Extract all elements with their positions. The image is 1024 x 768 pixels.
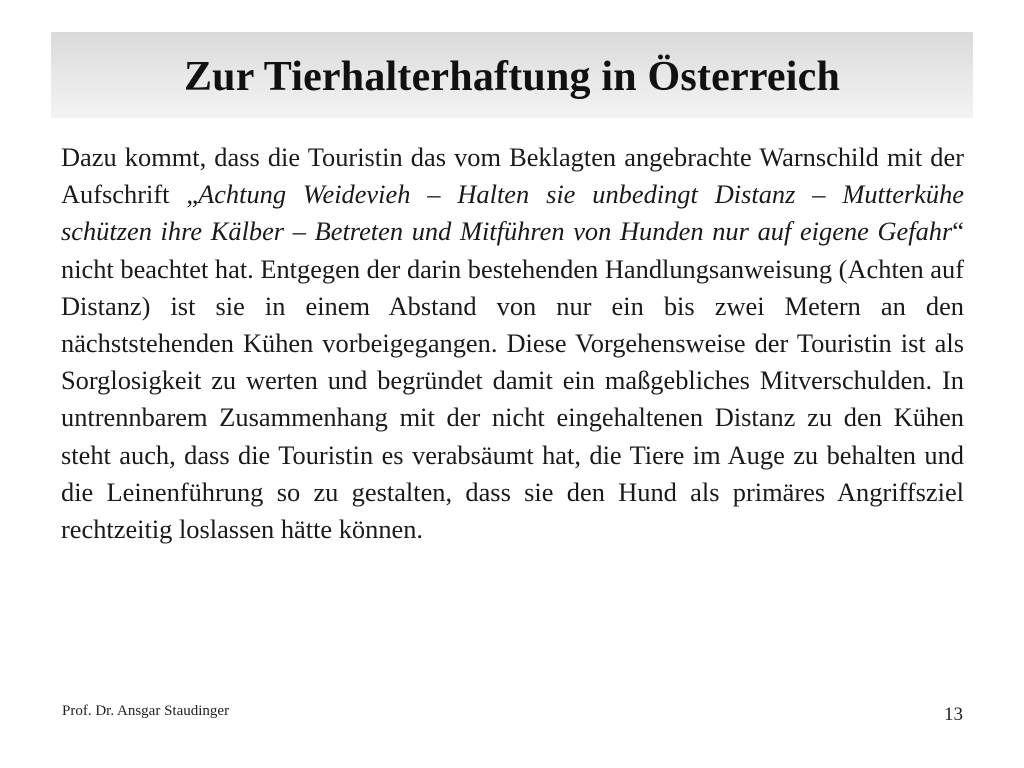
- warning-sign-quote: Achtung Weidevieh – Halten sie unbedingt Distanz – Mutterkühe schützen ihre Kälber – Betreten und Mitführen von Hunden nur auf eigene Gefahr: [61, 179, 964, 247]
- slide-body-text: [61, 139, 964, 548]
- slide-title: Zur Tierhalterhaftung in Österreich: [183, 54, 841, 100]
- page-number: 13: [944, 704, 963, 725]
- title-banner: [51, 32, 973, 118]
- body-text-part1: Dazu kommt, dass die Touristin das vom Beklagten angebrachte Warnschild mit der Aufschrift „: [61, 142, 964, 210]
- footer-author: Prof. Dr. Ansgar Staudinger: [62, 703, 230, 719]
- body-text-part2: “ nicht beachtet hat. Entgegen der darin bestehenden Handlungsanweisung (Achten auf Distanz) ist sie in einem Abstand von nur ein bis zwei Metern an den nächststehenden Kühen vorbeigegangen. Diese Vorgehensweise der Touristin ist als Sorglosigkeit zu werten und begründet damit ein maßgebliches Mitverschulden. In untrennbarem Zusammenhang mit der nicht eingehaltenen Distanz zu den Kühen steht auch, dass die Touristin es verabsäumt hat, die Tiere im Auge zu behalten und die Leinenführung so zu gestalten, dass sie den Hund als primäres Angriffsziel rechtzeitig loslassen hätte können.: [61, 216, 964, 545]
